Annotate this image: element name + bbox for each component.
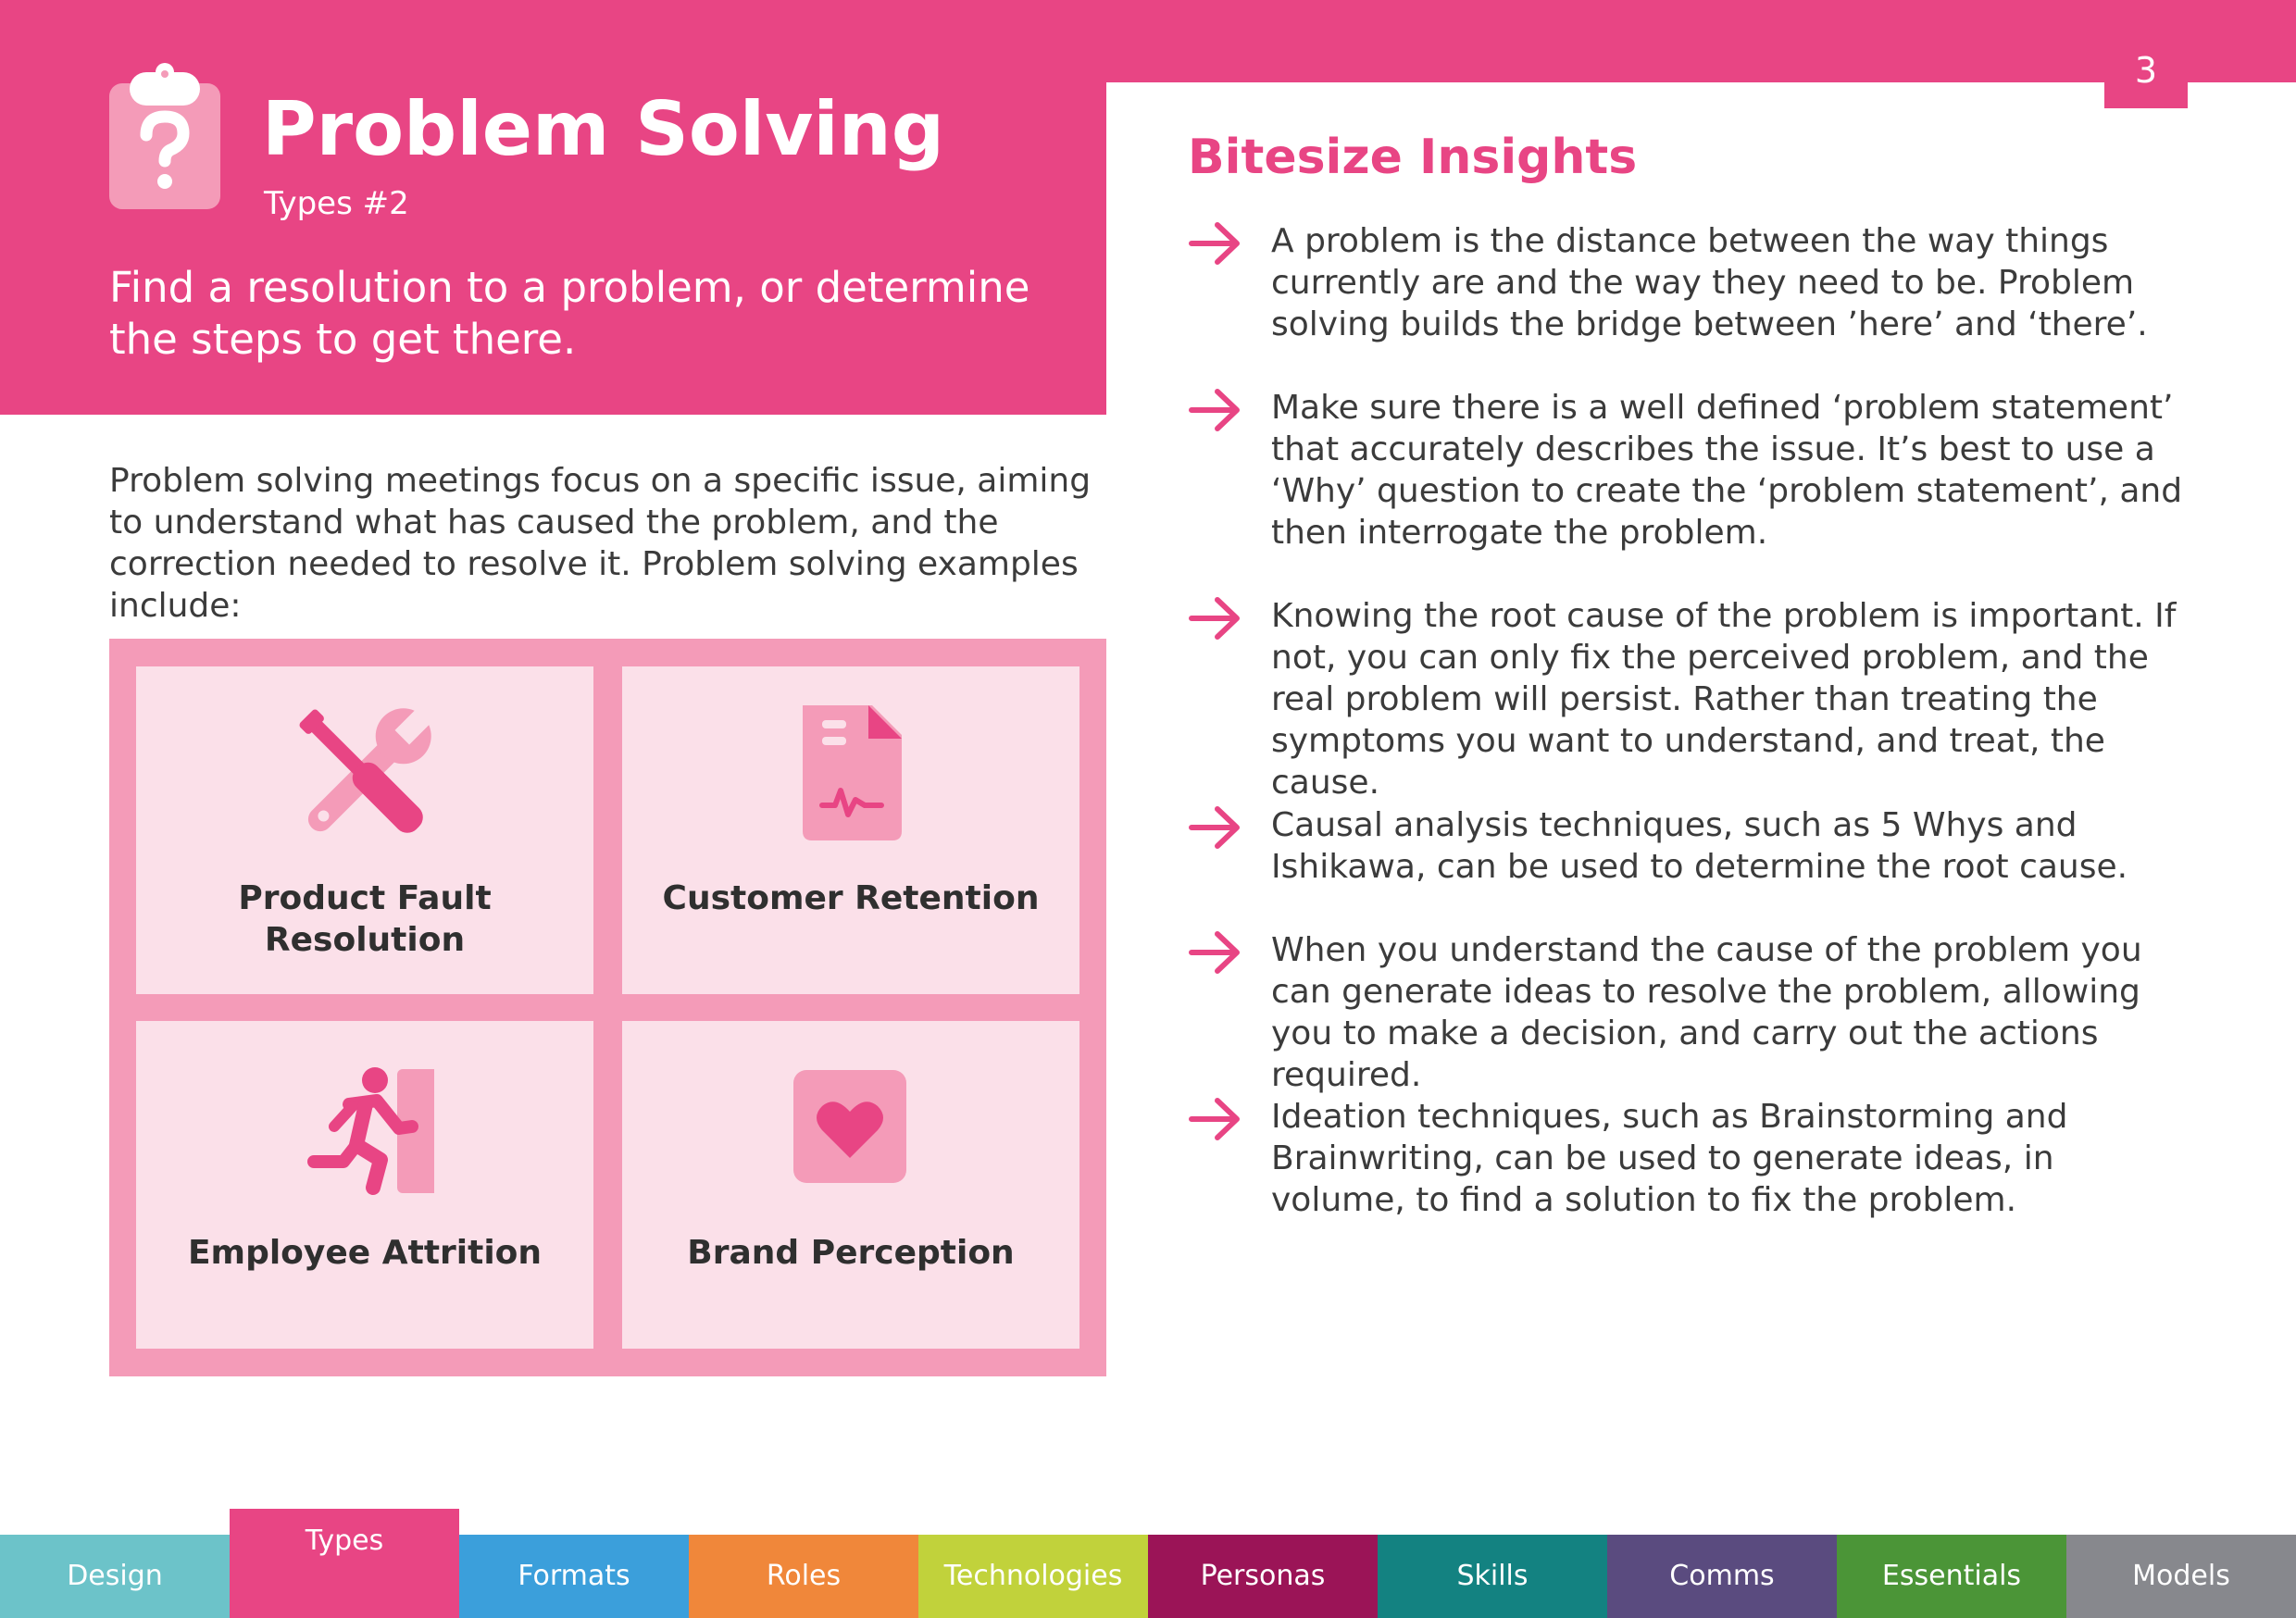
arrow-right-icon (1188, 595, 1243, 641)
tab-models[interactable]: Models (2066, 1535, 2296, 1618)
tab-types[interactable]: Types (230, 1509, 459, 1618)
section-tabs (0, 1525, 2296, 1618)
arrow-right-icon (1188, 387, 1243, 433)
arrow-right-icon (1188, 804, 1243, 851)
heart-icon (781, 1060, 920, 1199)
page-subtitle: Types #2 (264, 185, 409, 222)
example-label: Product Fault Resolution (238, 879, 492, 959)
intro-paragraph: Problem solving meetings focus on a specific issue, aiming to understand what has caused the problem, and the correction needed to resolve it. Problem solving examples include: (109, 462, 1092, 625)
examples-grid (109, 639, 1106, 1376)
tab-essentials[interactable]: Essentials (1837, 1535, 2066, 1618)
insight-text: When you understand the cause of the problem you can generate ideas to resolve the problem, allowing you to make a decision, and carry out the actions required. (1271, 931, 2142, 1094)
clipboard-question-icon (109, 63, 220, 211)
tab-comms[interactable]: Comms (1607, 1535, 1837, 1618)
tab-personas[interactable]: Personas (1148, 1535, 1378, 1618)
arrow-right-icon (1188, 929, 1243, 976)
example-tile (622, 666, 1079, 994)
example-label: Employee Attrition (187, 1234, 543, 1272)
example-label: Customer Retention (662, 879, 1040, 917)
arrow-right-icon (1188, 220, 1243, 267)
tab-technologies[interactable]: Technologies (918, 1535, 1148, 1618)
insight-text: Ideation techniques, such as Brainstorming and Brainwriting, can be used to generate ideas, in volume, to find a solution to fix the problem. (1271, 1098, 2068, 1219)
example-tile (136, 1021, 593, 1349)
tab-design[interactable]: Design (0, 1535, 230, 1618)
insight-text: Causal analysis techniques, such as 5 Whys and Ishikawa, can be used to determine the root cause. (1271, 806, 2128, 886)
insights-heading: Bitesize Insights (1188, 130, 1638, 185)
page-number: 3 (2104, 0, 2188, 108)
example-tile (622, 1021, 1079, 1349)
insight-text: Make sure there is a well defined ‘problem statement’ that accurately describes the issue. It’s best to use a ‘Why’ question to create the ‘problem statement’, and then interrogate the problem. (1271, 389, 2183, 552)
example-tile (136, 666, 593, 994)
page-title: Problem Solving (262, 86, 944, 172)
tab-roles[interactable]: Roles (689, 1535, 918, 1618)
insight-text: A problem is the distance between the way things currently are and the way they need to be. Problem solving builds the bridge between ’here’ and ‘there’. (1271, 222, 2148, 343)
tab-formats[interactable]: Formats (459, 1535, 689, 1618)
document-signature-icon (781, 705, 920, 844)
tab-skills[interactable]: Skills (1378, 1535, 1607, 1618)
page-description: Find a resolution to a problem, or determine the steps to get there. (109, 263, 1030, 364)
example-label: Brand Perception (687, 1234, 1015, 1272)
running-exit-icon (295, 1060, 434, 1199)
insight-text: Knowing the root cause of the problem is important. If not, you can only fix the perceived problem, and the real problem will persist. Rather than treating the symptoms you want to understand, and treat, the cause. (1271, 597, 2177, 802)
arrow-right-icon (1188, 1096, 1243, 1142)
tools-icon (295, 705, 434, 844)
